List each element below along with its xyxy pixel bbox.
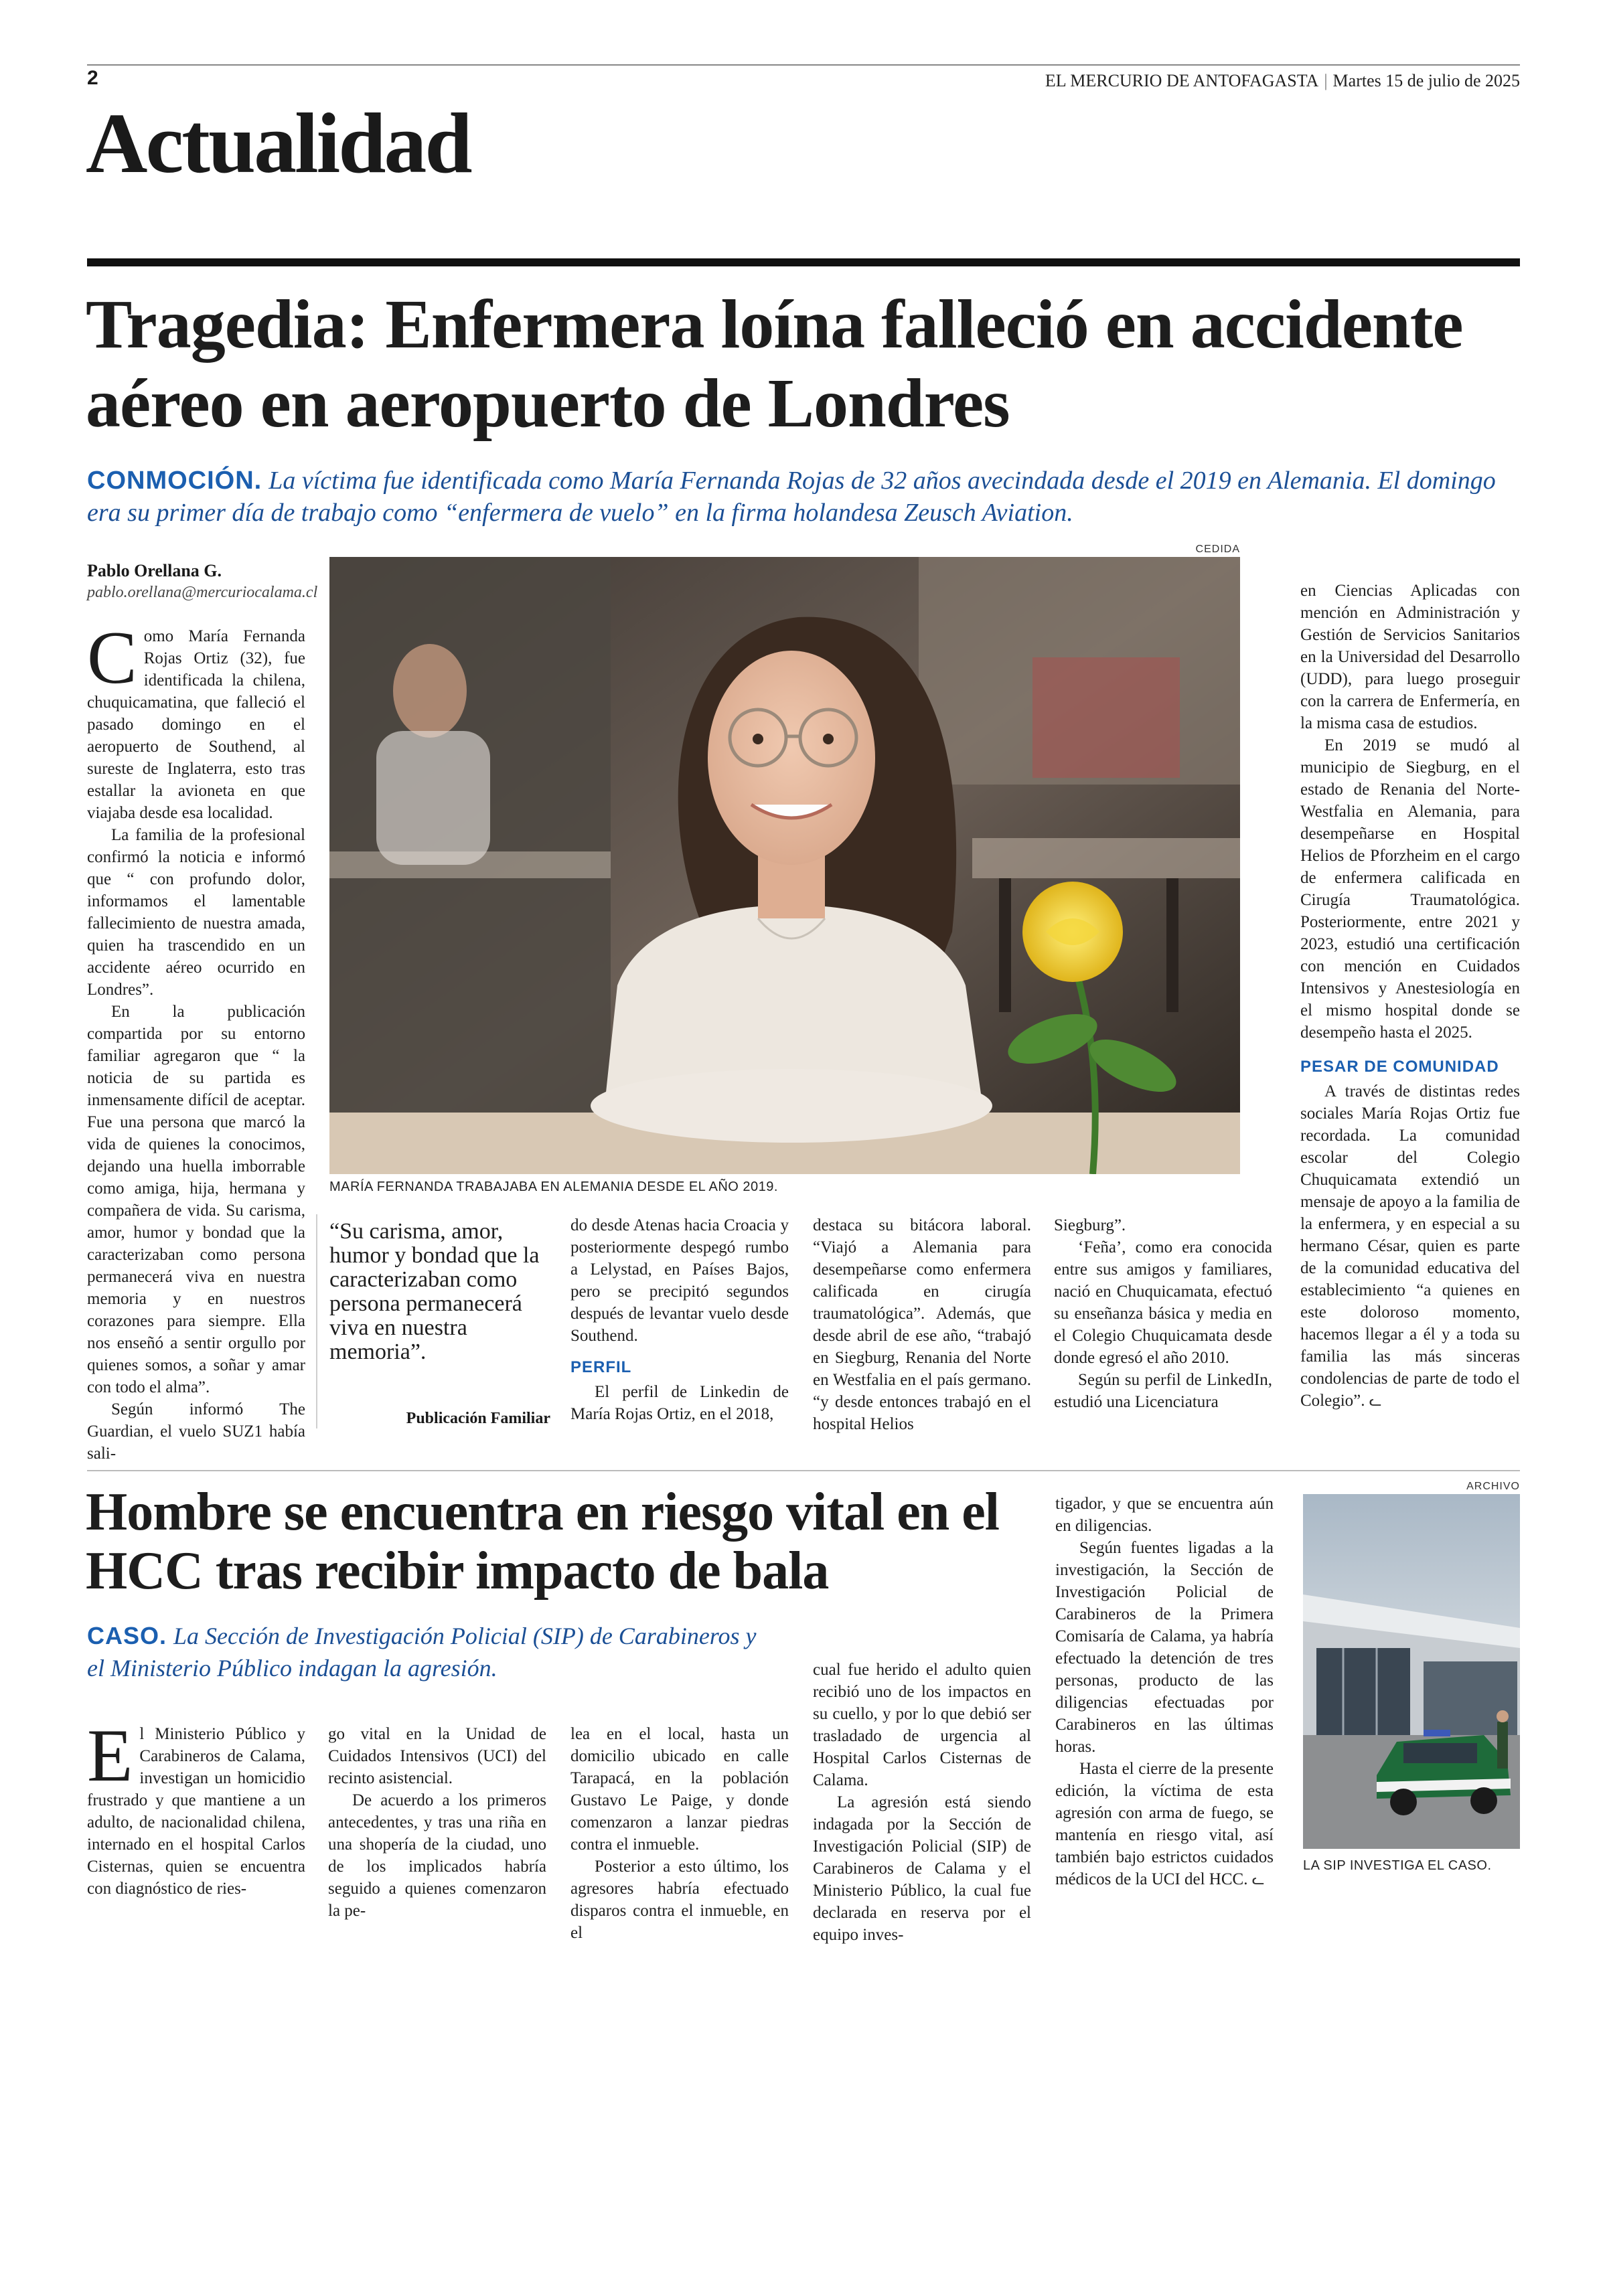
article2-col5-p3: Hasta el cierre de la presente edición, la víctima de esta agresión con arma de fuego, se mantenía en riesgo vital, así también bajo estrictos cuidados médicos de la UCI del HCC. ᓚ bbox=[1055, 1760, 1274, 1888]
article1-dropcap: C bbox=[87, 617, 137, 700]
article2-column-1 bbox=[87, 1714, 305, 1900]
article2-column-4 bbox=[813, 1659, 1031, 1946]
article2-deck bbox=[87, 1620, 757, 1684]
article1-col3b-p1: El perfil de Linkedin de María Rojas Ortiz, en el 2018, bbox=[570, 1383, 789, 1423]
article1-col1-p1: Como María Fernanda Rojas Ortiz (32), fue identificada la chilena, chuquicamatina, que falleció el pasado domingo en el aeropuerto de Southend, al sureste de Inglaterra, esto tras estallar la avioneta en que viajaba desde esa localidad. bbox=[87, 617, 305, 822]
newspaper-name: EL MERCURIO DE ANTOFAGASTA bbox=[1045, 71, 1319, 90]
article2-col3-p2: Posterior a esto último, los agresores habría efectuado disparos contra el inmueble, en el bbox=[570, 1858, 789, 1942]
article2-column-2 bbox=[328, 1723, 546, 1922]
article1-column-6 bbox=[1300, 580, 1520, 1412]
subhead-pesar-de-comunidad: PESAR DE COMUNIDAD bbox=[1300, 1058, 1499, 1076]
article2-column-3 bbox=[570, 1723, 789, 1944]
quote-divider-left bbox=[316, 1214, 317, 1428]
article1-col1-p3: En la publicación compartida por su entorno familiar agregaron que “ la noticia de su partida es inmensamente difícil de aceptar. Fue una persona que marcó la vida de quienes la conocimos, dejando una huella imborrable como amiga, hija, hermana y compañera de vida. Su carisma, amor, humor y bondad que la caracterizaban como persona permanecerá viva en nuestra memoria y en nuestros corazones para siempre. Ella nos enseñó a sentir orgullo por quienes somos, a soñar y amar con todo el alma”. bbox=[87, 1003, 305, 1396]
article2-col5-p1: tigador, y que se encuentra aún en diligencias. bbox=[1055, 1495, 1274, 1535]
photo1-caption: MARÍA FERNANDA TRABAJABA EN ALEMANIA DESDE EL AÑO 2019. bbox=[329, 1179, 778, 1194]
police-photo[interactable] bbox=[1303, 1494, 1520, 1849]
masthead-date-line: EL MERCURIO DE ANTOFAGASTA | Martes 15 de julio de 2025 bbox=[1045, 71, 1520, 90]
section-title: Actualidad bbox=[86, 96, 471, 191]
photo1-credit: CEDIDA bbox=[1195, 544, 1240, 555]
article1-col3-p1: do desde Atenas hacia Croacia y posteriormente despegó rumbo a Lelystad, en Países Bajos, pero se precipitó segundos después de levantar vuelo desde Southend. bbox=[570, 1216, 789, 1345]
article2-col2-p2: De acuerdo a los primeros antecedentes, y tras una riña en una shopería de la ciudad, uno de los implicados habría seguido a quienes comenzaron la pe- bbox=[328, 1791, 546, 1920]
article1-headline[interactable]: Tragedia: Enfermera loína falleció en accidente aéreo en aeropuerto de Londres bbox=[86, 286, 1463, 442]
subhead-perfil: PERFIL bbox=[570, 1358, 632, 1376]
article1-col5-p2: ‘Feña’, como era conocida entre sus amigos y familiares, nació en Chuquicamata, efectuó su enseñanza básica y media en el Colegio Chuquicamata desde donde egresó el año 2010. bbox=[1054, 1238, 1272, 1367]
article1-col5-p3: Según su perfil de LinkedIn, estudió una Licenciatura bbox=[1054, 1371, 1272, 1411]
article2-col1-p1: El Ministerio Público y Carabineros de Calama, investigan un homicidio frustrado y que mantiene a un adulto, de nacionalidad chilena, internado en el hospital Carlos Cisternas, quien se encuentra con diagnóstico de ries- bbox=[87, 1714, 305, 1898]
article2-col5-p2: Según fuentes ligadas a la investigación, la Sección de Investigación Policial de Carabineros de la Primera Comisaría de Calama, ya habría efectuado la detención de tres personas, producto de las diligencias efectuadas por Carabineros en las últimas horas. bbox=[1055, 1539, 1274, 1756]
article2-col4-p1: cual fue herido el adulto quien recibió uno de los impactos en su cuello, y por lo que debió ser trasladado de urgencia al Hospital Carlos Cisternas de Calama. bbox=[813, 1661, 1031, 1789]
portrait-photo[interactable] bbox=[329, 557, 1240, 1174]
article1-col6-p2: En 2019 se mudó al municipio de Siegburg, en el estado de Renania del Norte-Westfalia en Alemania, para desempeñarse en Hospital Helios de Pforzheim en el cargo de enfermera calificada en Cirugía Traumatológica. Posteriormente, entre 2021 y 2023, estudió una certificación con mención en Cuidados Intensivos y Anestesiología en el mismo hospital donde se desempeño hasta el 2025. bbox=[1300, 736, 1520, 1042]
portrait-illustration bbox=[329, 557, 1240, 1174]
article1-deck-text: La víctima fue identificada como María Fernanda Rojas de 32 años avecindada desde el 2019 en Alemania. El domingo era su primer día de trabajo como “enfermera de vuelo” en la firma holandesa Zeusch Aviation. bbox=[87, 467, 1496, 527]
article2-headline[interactable]: Hombre se encuentra en riesgo vital en el HCC tras recibir impacto de bala bbox=[86, 1483, 999, 1601]
article2-col4-p2: La agresión está siendo indagada por la Sección de Investigación Policial (SIP) de Carabineros de Calama y el Ministerio Público, la cual fue declarada en reserva por el equipo inves- bbox=[813, 1793, 1031, 1944]
section-rule bbox=[87, 258, 1520, 266]
article1-column-4 bbox=[813, 1214, 1031, 1435]
photo2-caption: LA SIP INVESTIGA EL CASO. bbox=[1303, 1858, 1492, 1873]
article2-deck-text: La Sección de Investigación Policial (SIP) de Carabineros y el Ministerio Público indagan la agresión. bbox=[87, 1623, 757, 1682]
article1-column-5 bbox=[1054, 1214, 1272, 1413]
article1-col1-p4: Según informó The Guardian, el vuelo SUZ1 había sali- bbox=[87, 1400, 305, 1463]
article1-deck bbox=[87, 465, 1520, 529]
issue-date: Martes 15 de julio de 2025 bbox=[1332, 71, 1520, 90]
byline-email[interactable]: pablo.orellana@mercuriocalama.cl bbox=[87, 584, 318, 601]
article2-kicker: CASO. bbox=[87, 1622, 167, 1649]
article1-col6-p3: A través de distintas redes sociales María Rojas Ortiz fue recordada. La comunidad escolar del Colegio Chuquicamata extendió un mensaje de apoyo a la familia de la enfermera, y en especial a su hermano César, quien es parte de la comunidad educativa del establecimiento “a quienes en este doloroso momento, hacemos llegar a él y a toda su familia las más sinceras condolencias de parte de todo el Colegio”. ᓚ bbox=[1300, 1082, 1520, 1410]
pull-quote: “Su carisma, amor, humor y bondad que la caracterizaban como persona permanecerá viva en nuestra memoria”. bbox=[329, 1219, 540, 1364]
end-of-article-icon: ᓚ bbox=[1251, 1872, 1265, 1888]
article2-dropcap: E bbox=[87, 1714, 133, 1797]
page-number: 2 bbox=[87, 67, 98, 89]
header-top-rule bbox=[87, 64, 1520, 66]
byline-name: Pablo Orellana G. bbox=[87, 561, 222, 580]
article1-kicker: CONMOCIÓN. bbox=[87, 467, 262, 495]
article1-col5-p1: Siegburg”. bbox=[1054, 1216, 1126, 1234]
pull-quote-source: Publicación Familiar bbox=[406, 1410, 550, 1427]
article2-col3-p1: lea en el local, hasta un domicilio ubicado en calle Tarapacá, en la población Gustavo Le Paige, y donde comenzaron a lanzar piedras contra el inmueble. bbox=[570, 1725, 789, 1854]
police-car-illustration bbox=[1303, 1494, 1520, 1849]
article1-col4-p1: destaca su bitácora laboral. “Viajó a Alemania para desempeñarse como enfermera calificada en cirugía traumatológica”. Además, que desde abril de ese año, “trabajó en Siegburg, Renania del Norte en Westfalia en el país germano. “y desde entonces trabajó en el hospital Helios bbox=[813, 1216, 1031, 1433]
article1-column-1 bbox=[87, 617, 305, 1465]
article1-col6-p1: en Ciencias Aplicadas con mención en Administración y Gestión de Servicios Sanitarios en la Universidad del Desarrollo (UDD), para luego proseguir con la carrera de Enfermería, en la misma casa de estudios. bbox=[1300, 582, 1520, 732]
article1-column-3 bbox=[570, 1214, 789, 1425]
article1-col1-p2: La familia de la profesional confirmó la noticia e informó que “ con profundo dolor, informamos el lamentable fallecimiento de nuestra amada, quien ha trascendido en un accidente aéreo ocurrido en Londres”. bbox=[87, 826, 305, 999]
article2-col2-p1: go vital en la Unidad de Cuidados Intensivos (UCI) del recinto asistencial. bbox=[328, 1725, 546, 1787]
end-of-article-icon: ᓚ bbox=[1369, 1393, 1382, 1410]
photo2-credit: ARCHIVO bbox=[1466, 1481, 1520, 1492]
article-divider bbox=[87, 1470, 1520, 1471]
article2-column-5 bbox=[1055, 1493, 1274, 1891]
